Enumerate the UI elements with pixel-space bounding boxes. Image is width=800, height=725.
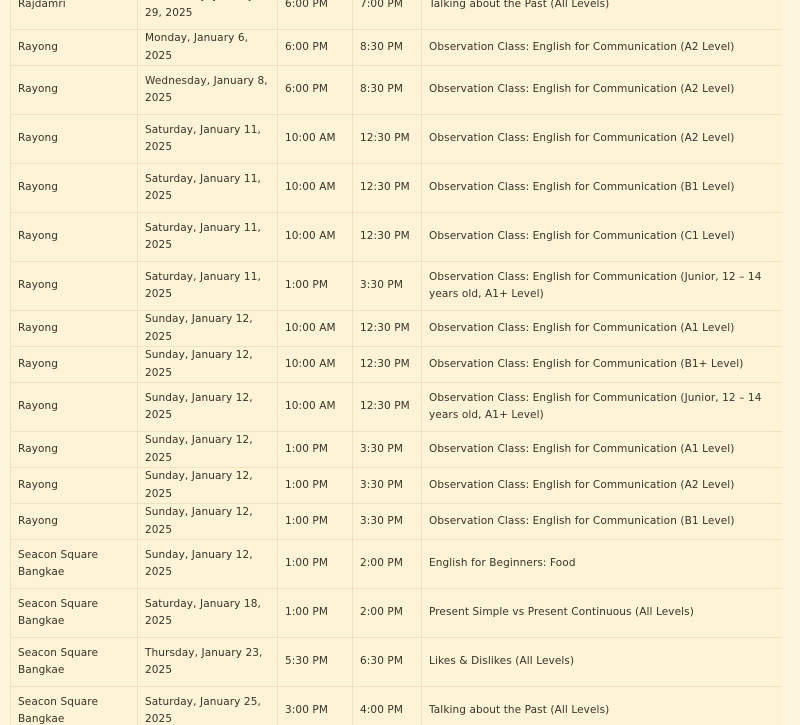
- schedule-table: [10, 0, 783, 725]
- date-cell: Saturday, January 11, 2025: [138, 115, 278, 164]
- date-cell: Saturday, January 18, 2025: [138, 589, 278, 638]
- location-cell: Rayong: [11, 213, 138, 262]
- table-row: [11, 262, 783, 311]
- location-cell: Rayong: [11, 115, 138, 164]
- date-cell: Saturday, January 25, 2025: [138, 687, 278, 725]
- table-row: [11, 0, 783, 30]
- location-cell: Seacon Square Bangkae: [11, 687, 138, 725]
- page-right-margin: [782, 0, 800, 725]
- start-time-cell: 6:00 PM: [278, 66, 353, 115]
- start-time-cell: 1:00 PM: [278, 262, 353, 311]
- start-time-cell: 10:00 AM: [278, 347, 353, 383]
- topic-cell: English for Beginners: Food: [422, 540, 783, 589]
- topic-cell: Observation Class: English for Communication (B1 Level): [422, 504, 783, 540]
- start-time-cell: 6:00 PM: [278, 30, 353, 66]
- start-time-cell: 1:00 PM: [278, 432, 353, 468]
- end-time-cell: 2:00 PM: [353, 589, 422, 638]
- location-cell: Rayong: [11, 66, 138, 115]
- location-cell: Rayong: [11, 30, 138, 66]
- date-cell: 29, 2025: [138, 0, 278, 30]
- start-time-cell: 1:00 PM: [278, 468, 353, 504]
- table-row: [11, 468, 783, 504]
- end-time-cell: 6:30 PM: [353, 638, 422, 687]
- date-cell: Sunday, January 12, 2025: [138, 347, 278, 383]
- table-row: [11, 504, 783, 540]
- location-cell: Rayong: [11, 383, 138, 432]
- location-cell: Rayong: [11, 347, 138, 383]
- table-row: [11, 347, 783, 383]
- topic-cell: Observation Class: English for Communication (A1 Level): [422, 432, 783, 468]
- date-cell: Monday, January 6, 2025: [138, 30, 278, 66]
- table-row: [11, 311, 783, 347]
- date-cell: Wednesday, January 8, 2025: [138, 66, 278, 115]
- topic-cell: Likes & Dislikes (All Levels): [422, 638, 783, 687]
- table-row: [11, 383, 783, 432]
- end-time-cell: 7:00 PM: [353, 0, 422, 30]
- topic-cell: Observation Class: English for Communication (A2 Level): [422, 66, 783, 115]
- date-cell: Thursday, January 23, 2025: [138, 638, 278, 687]
- topic-cell: Observation Class: English for Communication (C1 Level): [422, 213, 783, 262]
- date-cell: Saturday, January 11, 2025: [138, 213, 278, 262]
- location-cell: Rayong: [11, 504, 138, 540]
- start-time-cell: 10:00 AM: [278, 383, 353, 432]
- date-cell: Sunday, January 12, 2025: [138, 311, 278, 347]
- date-cell: Sunday, January 12, 2025: [138, 504, 278, 540]
- end-time-cell: 12:30 PM: [353, 347, 422, 383]
- table-row: [11, 687, 783, 725]
- table-row: [11, 115, 783, 164]
- start-time-cell: 10:00 AM: [278, 115, 353, 164]
- start-time-cell: 6:00 PM: [278, 0, 353, 30]
- end-time-cell: 3:30 PM: [353, 262, 422, 311]
- start-time-cell: 10:00 AM: [278, 213, 353, 262]
- topic-cell: Observation Class: English for Communication (A2 Level): [422, 468, 783, 504]
- end-time-cell: 3:30 PM: [353, 468, 422, 504]
- end-time-cell: 12:30 PM: [353, 115, 422, 164]
- location-cell: Seacon Square Bangkae: [11, 540, 138, 589]
- end-time-cell: 8:30 PM: [353, 30, 422, 66]
- location-cell: Rajdamri: [11, 0, 138, 30]
- end-time-cell: 3:30 PM: [353, 504, 422, 540]
- date-cell: Sunday, January 12, 2025: [138, 432, 278, 468]
- date-cell: Sunday, January 12, 2025: [138, 468, 278, 504]
- start-time-cell: 1:00 PM: [278, 589, 353, 638]
- topic-cell: Observation Class: English for Communication (A2 Level): [422, 30, 783, 66]
- start-time-cell: 3:00 PM: [278, 687, 353, 725]
- end-time-cell: 4:00 PM: [353, 687, 422, 725]
- location-cell: Rayong: [11, 432, 138, 468]
- location-cell: Seacon Square Bangkae: [11, 589, 138, 638]
- topic-cell: Observation Class: English for Communication (A2 Level): [422, 115, 783, 164]
- table-row: [11, 432, 783, 468]
- end-time-cell: 3:30 PM: [353, 432, 422, 468]
- topic-cell: Observation Class: English for Communication (B1+ Level): [422, 347, 783, 383]
- start-time-cell: 1:00 PM: [278, 540, 353, 589]
- topic-cell: Observation Class: English for Communication (A1 Level): [422, 311, 783, 347]
- table-row: [11, 213, 783, 262]
- start-time-cell: 10:00 AM: [278, 311, 353, 347]
- end-time-cell: 12:30 PM: [353, 164, 422, 213]
- date-cell: Sunday, January 12, 2025: [138, 540, 278, 589]
- end-time-cell: 12:30 PM: [353, 311, 422, 347]
- start-time-cell: 5:30 PM: [278, 638, 353, 687]
- topic-cell: Observation Class: English for Communication (Junior, 12 – 14 years old, A1+ Level): [422, 262, 783, 311]
- topic-cell: Talking about the Past (All Levels): [422, 0, 783, 30]
- schedule-table-body: [11, 0, 783, 725]
- end-time-cell: 2:00 PM: [353, 540, 422, 589]
- end-time-cell: 8:30 PM: [353, 66, 422, 115]
- date-cell: Sunday, January 12, 2025: [138, 383, 278, 432]
- table-row: [11, 540, 783, 589]
- topic-cell: Observation Class: English for Communication (Junior, 12 – 14 years old, A1+ Level): [422, 383, 783, 432]
- location-cell: Rayong: [11, 468, 138, 504]
- table-row: [11, 638, 783, 687]
- table-row: [11, 30, 783, 66]
- date-cell: Saturday, January 11, 2025: [138, 164, 278, 213]
- topic-cell: Talking about the Past (All Levels): [422, 687, 783, 725]
- table-row: [11, 589, 783, 638]
- end-time-cell: 12:30 PM: [353, 383, 422, 432]
- start-time-cell: 1:00 PM: [278, 504, 353, 540]
- location-cell: Rayong: [11, 164, 138, 213]
- start-time-cell: 10:00 AM: [278, 164, 353, 213]
- location-cell: Rayong: [11, 262, 138, 311]
- location-cell: Rayong: [11, 311, 138, 347]
- location-cell: Seacon Square Bangkae: [11, 638, 138, 687]
- date-cell: Saturday, January 11, 2025: [138, 262, 278, 311]
- schedule-table-wrapper: [10, 0, 782, 725]
- end-time-cell: 12:30 PM: [353, 213, 422, 262]
- topic-cell: Present Simple vs Present Continuous (All Levels): [422, 589, 783, 638]
- table-row: [11, 66, 783, 115]
- table-row: [11, 164, 783, 213]
- topic-cell: Observation Class: English for Communication (B1 Level): [422, 164, 783, 213]
